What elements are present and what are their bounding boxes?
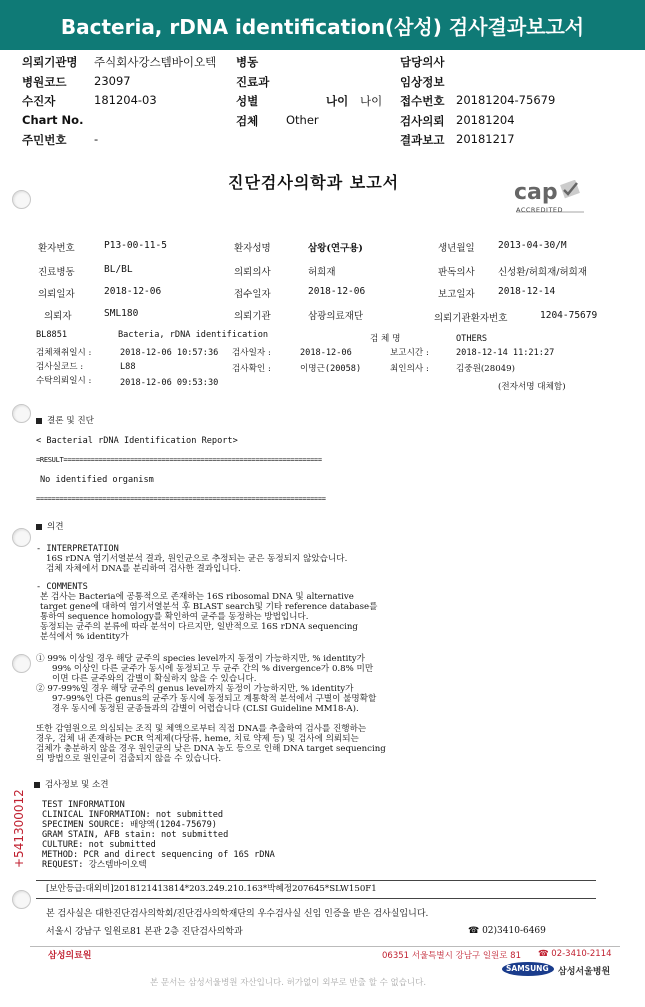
hosp-code-label: 병원코드	[22, 74, 67, 89]
point1-line-3: 이면 다른 균주와의 감별이 확실하지 않을 수 있습니다.	[52, 674, 257, 684]
divider-line	[36, 898, 596, 899]
req-person: SML180	[104, 308, 139, 319]
divider-line	[36, 880, 596, 881]
req-org: 삼광의료재단	[308, 311, 364, 322]
point2-line-3: 경우 동시에 동정된 균종들과의 감별이 어렵습니다 (CLSI Guideline MM18-A).	[52, 704, 359, 714]
report-time-label: 보고시간 :	[390, 348, 429, 358]
ward-value-scan: BL/BL	[104, 264, 133, 275]
comment-line-1: 본 검사는 Bacteria에 공통적으로 존재하는 16S ribosomal DNA 및 alternative	[40, 592, 354, 602]
patient-no-label: 환자번호	[38, 243, 75, 254]
req-date-label: 의뢰일자	[38, 289, 75, 300]
age-label: 나이	[326, 94, 349, 108]
req-doc-label: 의뢰의사	[234, 267, 271, 278]
org-label: 의뢰기관명	[22, 55, 78, 69]
recv-date-label: 접수일자	[234, 289, 271, 300]
age-value: 나이	[360, 94, 383, 108]
header-row-5	[22, 130, 622, 150]
test-info-line-6: METHOD: PCR and direct sequencing of 16S rDNA	[42, 850, 275, 860]
interp-title: - INTERPRETATION	[36, 544, 119, 554]
resident-value: -	[94, 132, 99, 146]
reporter-label: 최인의사 :	[390, 364, 429, 374]
organism-result: No identified organism	[40, 475, 154, 485]
report-time-value: 2018-12-14 11:21:27	[456, 348, 555, 358]
doctor-label: 담당의사	[400, 55, 445, 69]
chart-label: Chart No.	[22, 112, 84, 127]
collect-label: 검체채취일시 :	[36, 348, 92, 358]
report-date-label: 결과보고	[400, 133, 445, 147]
result-heading: 결론 및 진단	[36, 416, 94, 426]
point2-line-2: 97-99%인 다른 genus의 균주가 동시에 동정되고 계통학적 분석에서 구별이 불명확할	[52, 694, 377, 704]
req-person-label: 의뢰자	[44, 311, 72, 322]
report-title-banner	[0, 0, 645, 50]
security-stamp: [보안등급:대외비]2018121413814*203.249.210.163*박혜정207645*SLW150F1	[46, 884, 377, 894]
punch-hole	[12, 404, 31, 423]
footer-phone: ☎ 02-3410-2114	[538, 949, 612, 959]
collect-value: 2018-12-06 10:57:36	[120, 348, 219, 358]
comments-title: - COMMENTS	[36, 582, 88, 592]
reporter-value: 김중원(28049)	[456, 364, 515, 374]
cap-logo	[512, 180, 588, 216]
birth-label: 생년월일	[438, 243, 475, 254]
specimen-name-label: 검 체 명	[370, 334, 401, 344]
patient-name: 삼왕(연구용)	[308, 243, 363, 254]
esign-note: (전자서명 대체함)	[498, 382, 566, 392]
report-header-info	[22, 52, 622, 150]
footer-address: 06351 서울특별시 강남구 일원로 81	[382, 951, 521, 961]
test-info-line-3: SPECIMEN SOURCE: 배양액(1204-75679)	[42, 820, 217, 830]
point1-line-2: 99% 이상인 다른 균주가 동시에 동정되고 두 균주 간의 % divergence가 0.8% 미만	[52, 664, 374, 674]
hospital-name: 삼성서울병원	[558, 967, 611, 977]
test-info-heading: 검사정보 및 소견	[34, 780, 109, 790]
interp-line-1: 16S rDNA 염기서열분석 결과, 원인균으로 추정되는 균은 동정되지 않았습니다.	[46, 554, 348, 564]
test-date-value: 2018-12-06	[300, 348, 352, 358]
receive-value: 2018-12-06 09:53:30	[120, 378, 219, 388]
square-bullet-icon	[34, 782, 40, 788]
square-bullet-icon	[36, 418, 42, 424]
recipient-value: 181204-03	[94, 93, 157, 107]
test-info-line-5: CULTURE: not submitted	[42, 840, 156, 850]
accession-value: 20181204-75679	[456, 93, 556, 107]
lab-code-label: 검사실코드 :	[36, 362, 84, 372]
square-bullet-icon	[36, 524, 42, 530]
report-date-scan: 2018-12-14	[498, 286, 556, 297]
header-row-3	[22, 91, 622, 111]
request-label: 검사의뢰	[400, 113, 445, 128]
org-value: 주식회사강스템바이오텍	[94, 55, 217, 69]
closing-line-3: 검체가 충분하지 않을 경우 원인균의 낮은 DNA 농도 등으로 인해 DNA target sequencing	[36, 744, 386, 754]
dept-label: 진료과	[236, 74, 270, 89]
test-date-label: 검사일자 :	[232, 348, 271, 358]
accession-label: 접수번호	[400, 94, 445, 108]
report-name: < Bacterial rDNA Identification Report>	[36, 436, 238, 446]
req-org-label: 의뢰기관	[234, 311, 271, 322]
patient-name-label: 환자성명	[234, 243, 271, 254]
samsung-logo	[502, 962, 554, 976]
ward-label-scan: 진료병동	[38, 267, 75, 278]
receive-label: 수탁의뢰일시 :	[36, 376, 92, 386]
samsung-logo-text: SAMSUNG	[506, 964, 549, 973]
test-info-line-4: GRAM STAIN, AFB stain: not submitted	[42, 830, 229, 840]
punch-hole	[12, 528, 31, 547]
test-name: Bacteria, rDNA identification	[118, 330, 269, 340]
comment-line-5: 분석에서 % identity가	[40, 632, 129, 642]
punch-hole	[12, 890, 31, 909]
cap-accredited-text: ACCREDITED	[516, 206, 564, 214]
birth: 2013-04-30/M	[498, 240, 567, 251]
punch-hole	[12, 190, 31, 209]
scan-title: 진단검사의학과 보고서	[228, 173, 400, 192]
comment-line-3: 통하여 sequence homology를 확인하여 균주를 동정하는 방법입니다.	[40, 612, 309, 622]
ward-label: 병동	[236, 55, 259, 69]
interp-line-2: 검체 자체에서 DNA를 분리하여 검사한 결과입니다.	[46, 564, 241, 574]
specimen-name: OTHERS	[456, 334, 488, 344]
resident-label: 주민번호	[22, 133, 67, 147]
reader-label: 판독의사	[438, 267, 475, 278]
closing-line-4: 의 방법으로 원인균이 검출되지 않을 수 있습니다.	[36, 754, 222, 764]
test-code-id: BL8851	[36, 330, 68, 340]
closing-line-2: 경우, 검체 내 존재하는 PCR 억제제(다당류, heme, 치료 약제 등) 및 검사에 의뢰되는	[36, 734, 359, 744]
copyright-note: 본 문서는 삼성서울병원 자산입니다. 허가없이 외부로 반출 할 수 없습니다.	[150, 978, 427, 988]
req-date: 2018-12-06	[104, 286, 162, 297]
footer-divider	[30, 946, 620, 947]
cert-text: 본 검사실은 대한진단검사의학회/진단검사의학재단의 우수검사실 신임 인증을 받은 검사실입니다.	[46, 909, 429, 919]
comment-line-4: 동정되는 균주의 분류에 따라 분석이 다르지만, 일반적으로 16S rDNA sequencing	[40, 622, 358, 632]
side-serial-number: +541300012	[12, 789, 26, 868]
recipient-label: 수진자	[22, 94, 56, 108]
confirm-label: 검사확인 :	[232, 364, 271, 374]
lab-code-value: L88	[120, 362, 136, 372]
test-info-line-2: CLINICAL INFORMATION: not submitted	[42, 810, 224, 820]
req-doc: 허희재	[308, 267, 336, 278]
scanned-report	[0, 168, 645, 1007]
specimen-value: Other	[286, 112, 319, 127]
report-date-label-scan: 보고일자	[438, 289, 475, 300]
comment-line-2: target gene에 대하여 염기서열분석 후 BLAST search및 기타 reference database를	[40, 602, 378, 612]
closing-line-1: 또한 감염원으로 의심되는 조직 및 체액으로부터 직접 DNA를 추출하여 검사를 진행하는	[36, 724, 367, 734]
header-row-2	[22, 72, 622, 92]
result-end-line: ==========================================================================	[36, 495, 326, 503]
lab-phone: ☎ 02)3410-6469	[468, 926, 546, 936]
patient-no: P13-00-11-5	[104, 240, 167, 251]
org-patient-label: 의뢰기관환자번호	[434, 313, 508, 324]
punch-hole	[12, 654, 31, 673]
confirm-value: 이명근(20058)	[300, 364, 362, 374]
result-line: =RESULT==================================================================	[36, 456, 322, 464]
hosp-code-value: 23097	[94, 73, 131, 88]
reader: 신성환/허희재/허희재	[498, 267, 587, 278]
footer-brand-left: 삼성의료원	[48, 951, 92, 961]
org-patient: 1204-75679	[540, 310, 598, 321]
clinical-label: 임상정보	[400, 74, 445, 89]
point2-line-1: ② 97-99%일 경우 해당 균주의 genus level까지 동정이 가능하지만, % identity가	[36, 684, 354, 694]
report-date-value: 20181217	[456, 132, 515, 146]
header-row-1	[22, 52, 622, 72]
sex-label: 성별	[236, 94, 259, 108]
recv-date: 2018-12-06	[308, 286, 366, 297]
header-row-4	[22, 111, 622, 131]
request-value: 20181204	[456, 112, 515, 127]
opinion-heading: 의견	[36, 522, 64, 532]
specimen-label: 검체	[236, 113, 259, 128]
test-info-line-7: REQUEST: 강스템바이오텍	[42, 860, 147, 870]
report-title: Bacteria, rDNA identification(삼성) 검사결과보고서	[60, 14, 585, 39]
point1-line-1: ① 99% 이상일 경우 해당 균주의 species level까지 동정이 가능하지만, % identity가	[36, 654, 365, 664]
test-info-line-1: TEST INFORMATION	[42, 800, 125, 810]
cap-logo-text: cap	[514, 180, 558, 205]
lab-address: 서울시 강남구 일원로81 본관 2층 진단검사의학과	[46, 927, 243, 937]
